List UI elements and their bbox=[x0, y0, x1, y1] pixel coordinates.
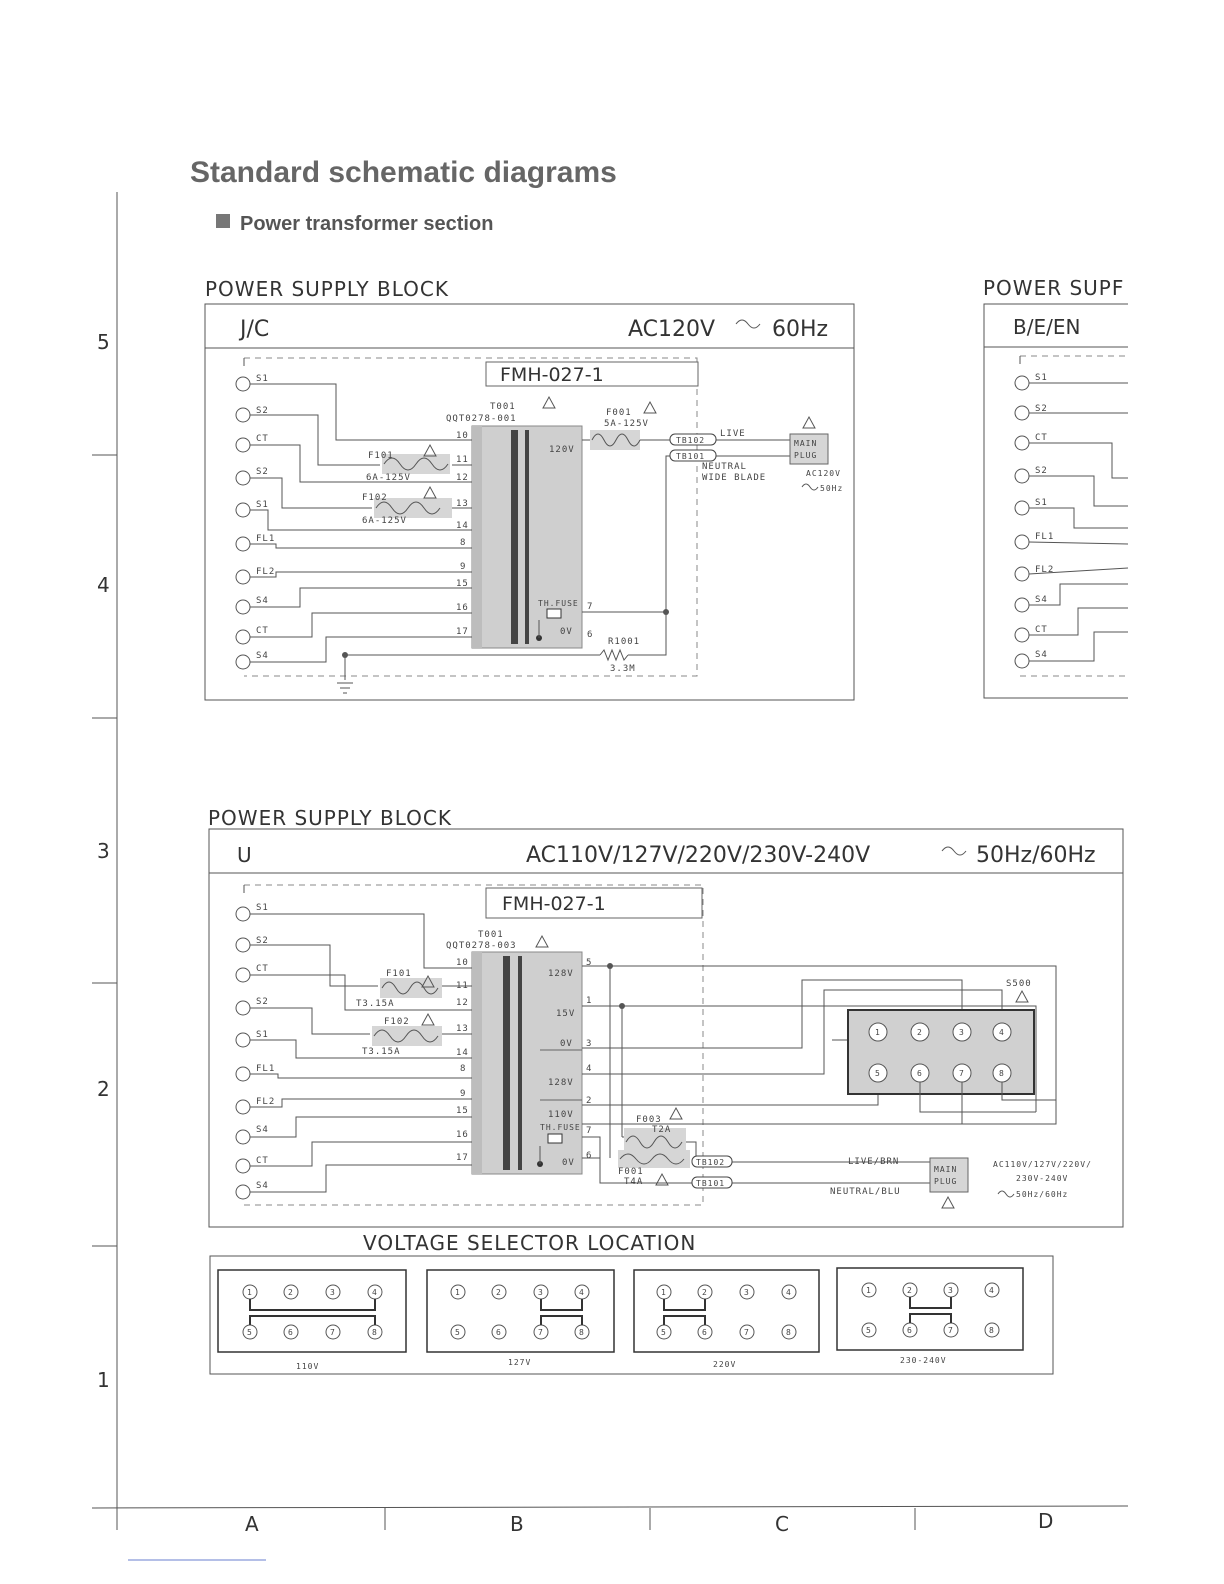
plug-rating: 230V-240V bbox=[1016, 1174, 1069, 1183]
fuse-ref: F101 bbox=[368, 451, 394, 461]
selector-pin: 8 bbox=[999, 1069, 1005, 1078]
block-bee-region: B/E/EN bbox=[1013, 315, 1081, 339]
selector-pin: 8 bbox=[989, 1326, 995, 1335]
block-jc-board: FMH-027-1 bbox=[500, 364, 604, 386]
power-supply-block-u bbox=[208, 806, 1123, 1227]
selector-panel-230-240v bbox=[837, 1268, 1023, 1365]
pin-label: 17 bbox=[456, 1153, 469, 1163]
selector-pin: 7 bbox=[744, 1328, 750, 1337]
terminal-label: FL2 bbox=[1035, 565, 1055, 575]
caution-icon bbox=[1016, 991, 1028, 1002]
block-u-board: FMH-027-1 bbox=[502, 893, 606, 915]
pin-label: 7 bbox=[587, 602, 594, 612]
selector-pin: 8 bbox=[372, 1328, 378, 1337]
block-u-heading: POWER SUPPLY BLOCK bbox=[208, 806, 452, 830]
block-u-fuse-f101 bbox=[356, 969, 442, 1009]
tb101-label: TB101 bbox=[676, 452, 706, 461]
pin-label: 15 bbox=[456, 1106, 469, 1116]
selector-pin: 5 bbox=[247, 1328, 253, 1337]
pin-label: 14 bbox=[456, 1048, 469, 1058]
terminal-label: S2 bbox=[1035, 466, 1048, 476]
tap-0v: 0V bbox=[560, 627, 573, 637]
section-title: Power transformer section bbox=[240, 213, 494, 235]
selector-pin: 2 bbox=[496, 1288, 502, 1297]
pin-label: 12 bbox=[456, 998, 469, 1008]
selector-pin: 3 bbox=[744, 1288, 750, 1297]
selector-pin: 2 bbox=[702, 1288, 708, 1297]
column-marker-a: A bbox=[245, 1512, 259, 1536]
caution-icon bbox=[670, 1108, 682, 1119]
selector-pin: 6 bbox=[917, 1069, 923, 1078]
fuse-rating: 6A-125V bbox=[366, 473, 411, 483]
fuse-rating: T3.15A bbox=[356, 999, 395, 1009]
pin-label: 8 bbox=[460, 538, 467, 548]
selector-panel-127v bbox=[427, 1270, 614, 1367]
fuse-ref: F102 bbox=[384, 1017, 410, 1027]
resistor-value: 3.3M bbox=[610, 664, 636, 674]
selector-pin: 1 bbox=[455, 1288, 461, 1297]
pin-label: 12 bbox=[456, 473, 469, 483]
row-marker-3: 3 bbox=[97, 839, 110, 863]
selector-pin: 7 bbox=[959, 1069, 965, 1078]
transformer-ref: T001 bbox=[478, 930, 504, 940]
terminal-label: S2 bbox=[256, 936, 269, 946]
ground-icon bbox=[337, 683, 353, 693]
row-marker-1: 1 bbox=[97, 1368, 110, 1392]
resistor-ref: R1001 bbox=[608, 637, 641, 647]
block-u-frequency: 50Hz/60Hz bbox=[976, 843, 1096, 868]
fuse-rating: T2A bbox=[652, 1125, 672, 1135]
pin-label: 15 bbox=[456, 579, 469, 589]
selector-pin: 1 bbox=[875, 1028, 881, 1037]
block-jc-rating: AC120V bbox=[628, 317, 716, 342]
pin-label: 11 bbox=[456, 981, 469, 991]
block-jc-frequency: 60Hz bbox=[772, 317, 829, 342]
fuse-rating: T4A bbox=[624, 1177, 644, 1187]
voltage-selector-heading: VOLTAGE SELECTOR LOCATION bbox=[363, 1231, 697, 1255]
terminal-label: S4 bbox=[256, 1181, 269, 1191]
selector-pin: 1 bbox=[866, 1286, 872, 1295]
pin-label: 13 bbox=[456, 1024, 469, 1034]
block-jc-region: J/C bbox=[240, 317, 270, 342]
section-bullet-icon bbox=[216, 214, 230, 228]
neutral-label: NEUTRAL bbox=[702, 462, 747, 472]
ac-wave-icon bbox=[998, 1191, 1014, 1197]
fuse-ref: F003 bbox=[636, 1115, 662, 1125]
selector-pin: 3 bbox=[330, 1288, 336, 1297]
selector-pin: 3 bbox=[959, 1028, 965, 1037]
transformer-part: QQT0278-003 bbox=[446, 941, 517, 951]
ac-wave-icon bbox=[802, 484, 818, 490]
terminal-label: S4 bbox=[256, 651, 269, 661]
live-label: LIVE bbox=[720, 429, 746, 439]
selector-pin: 2 bbox=[907, 1286, 913, 1295]
ac-wave-icon bbox=[942, 847, 966, 855]
pin-label: 17 bbox=[456, 627, 469, 637]
selector-pin: 6 bbox=[907, 1326, 913, 1335]
ac-wave-icon bbox=[736, 320, 760, 328]
pin-label: 14 bbox=[456, 521, 469, 531]
plug-rating: AC120V bbox=[806, 469, 841, 478]
terminal-label: S2 bbox=[1035, 404, 1048, 414]
selector-pin: 4 bbox=[999, 1028, 1005, 1037]
plug-rating: AC110V/127V/220V/ bbox=[993, 1160, 1092, 1169]
fuse-rating: T3.15A bbox=[362, 1047, 401, 1057]
tb102-label: TB102 bbox=[676, 436, 706, 445]
selector-pin: 3 bbox=[538, 1288, 544, 1297]
terminal-label: CT bbox=[256, 964, 269, 974]
tap-120v: 120V bbox=[549, 445, 575, 455]
column-marker-c: C bbox=[775, 1512, 789, 1536]
terminal-label: CT bbox=[256, 1156, 269, 1166]
selector-ref: S500 bbox=[1006, 979, 1032, 989]
terminal-label: FL1 bbox=[256, 534, 276, 544]
transformer-part: QQT0278-001 bbox=[446, 414, 517, 424]
row-marker-2: 2 bbox=[97, 1077, 110, 1101]
pin-label: 1 bbox=[586, 996, 593, 1006]
caution-icon bbox=[543, 397, 555, 408]
pin-label: 6 bbox=[587, 630, 594, 640]
selector-pin: 6 bbox=[288, 1328, 294, 1337]
pin-label: 13 bbox=[456, 499, 469, 509]
block-bee-heading: POWER SUPF bbox=[983, 276, 1125, 300]
selector-pin: 5 bbox=[866, 1326, 872, 1335]
block-jc-heading: POWER SUPPLY BLOCK bbox=[205, 277, 449, 301]
caution-icon bbox=[536, 936, 548, 947]
resistor-icon bbox=[600, 650, 628, 660]
power-supply-block-jc bbox=[205, 277, 854, 700]
terminal-label: FL1 bbox=[1035, 532, 1055, 542]
selector-pin: 5 bbox=[661, 1328, 667, 1337]
block-u-rating: AC110V/127V/220V/230V-240V bbox=[526, 843, 871, 868]
terminal-label: S4 bbox=[1035, 650, 1048, 660]
terminal-label: CT bbox=[256, 434, 269, 444]
terminal-label: S4 bbox=[1035, 595, 1048, 605]
terminal-label: S2 bbox=[256, 997, 269, 1007]
row-marker-4: 4 bbox=[97, 573, 110, 597]
wide-blade-label: WIDE BLADE bbox=[702, 473, 767, 483]
block-u-selector-s500 bbox=[848, 979, 1056, 1124]
terminal-label: S1 bbox=[256, 903, 269, 913]
pin-label: 9 bbox=[460, 562, 467, 572]
fuse-ref: F001 bbox=[618, 1167, 644, 1177]
terminal-label: S4 bbox=[256, 596, 269, 606]
selector-panel-110v bbox=[218, 1270, 406, 1371]
terminal-label: S1 bbox=[256, 500, 269, 510]
tb101-label: TB101 bbox=[696, 1179, 726, 1188]
fuse-ref: F101 bbox=[386, 969, 412, 979]
block-jc-terminals bbox=[236, 374, 275, 669]
selector-pin: 1 bbox=[247, 1288, 253, 1297]
terminal-label: S1 bbox=[1035, 498, 1048, 508]
block-bee-terminals bbox=[1015, 373, 1054, 668]
selector-pin: 4 bbox=[372, 1288, 378, 1297]
main-plug-label: PLUG bbox=[794, 451, 818, 460]
column-marker-d: D bbox=[1038, 1509, 1054, 1533]
block-jc-fuse-f001 bbox=[590, 402, 656, 450]
terminal-label: S2 bbox=[256, 406, 269, 416]
tap-label: 0V bbox=[562, 1158, 575, 1168]
neutral-label: NEUTRAL/BLU bbox=[830, 1187, 901, 1197]
block-u-fuse-f102 bbox=[362, 1014, 442, 1057]
plug-frequency: 50Hz bbox=[820, 484, 844, 493]
terminal-label: CT bbox=[1035, 433, 1048, 443]
block-u-fuse-f003 bbox=[624, 1108, 686, 1154]
terminal-label: S4 bbox=[256, 1125, 269, 1135]
selector-panel-label: 110V bbox=[296, 1362, 320, 1371]
selector-pin: 8 bbox=[579, 1328, 585, 1337]
block-u-fuse-f001 bbox=[618, 1150, 690, 1187]
pin-label: 2 bbox=[586, 1096, 593, 1106]
terminal-label: CT bbox=[1035, 625, 1048, 635]
selector-pin: 6 bbox=[702, 1328, 708, 1337]
selector-panel-label: 127V bbox=[508, 1358, 532, 1367]
page-frame bbox=[92, 192, 1128, 1560]
selector-pin: 1 bbox=[661, 1288, 667, 1297]
voltage-selector-location bbox=[210, 1231, 1053, 1374]
pin-label: 8 bbox=[460, 1064, 467, 1074]
selector-pin: 5 bbox=[875, 1069, 881, 1078]
selector-pin: 4 bbox=[786, 1288, 792, 1297]
caution-icon bbox=[644, 402, 656, 413]
selector-pin: 7 bbox=[948, 1326, 954, 1335]
terminal-label: S2 bbox=[256, 467, 269, 477]
pin-label: 11 bbox=[456, 455, 469, 465]
main-plug-label: PLUG bbox=[934, 1177, 958, 1186]
selector-pin: 3 bbox=[948, 1286, 954, 1295]
block-jc-fuse-f101 bbox=[366, 445, 450, 483]
selector-panel-label: 230-240V bbox=[900, 1356, 947, 1365]
column-marker-b: B bbox=[510, 1512, 524, 1536]
terminal-label: S1 bbox=[256, 374, 269, 384]
selector-panel-220v bbox=[634, 1270, 819, 1369]
tap-label: 0V bbox=[560, 1039, 573, 1049]
caution-icon bbox=[942, 1197, 954, 1208]
pin-label: 6 bbox=[586, 1151, 593, 1161]
tb102-label: TB102 bbox=[696, 1158, 726, 1167]
fuse-rating: 6A-125V bbox=[362, 516, 407, 526]
pin-label: 5 bbox=[586, 958, 593, 968]
terminal-label: S1 bbox=[256, 1030, 269, 1040]
tap-label: 128V bbox=[548, 1078, 574, 1088]
selector-panel-label: 220V bbox=[713, 1360, 737, 1369]
selector-pin: 2 bbox=[288, 1288, 294, 1297]
selector-pin: 4 bbox=[579, 1288, 585, 1297]
terminal-label: FL2 bbox=[256, 1097, 276, 1107]
live-label: LIVE/BRN bbox=[848, 1157, 900, 1167]
pin-label: 10 bbox=[456, 431, 469, 441]
block-u-terminals bbox=[236, 903, 275, 1199]
main-plug-label: MAIN bbox=[794, 439, 818, 448]
pin-label: 4 bbox=[586, 1064, 593, 1074]
main-plug-label: MAIN bbox=[934, 1165, 958, 1174]
tap-label: 128V bbox=[548, 969, 574, 979]
pin-label: 10 bbox=[456, 958, 469, 968]
selector-pin: 7 bbox=[330, 1328, 336, 1337]
block-u-region: U bbox=[237, 843, 252, 867]
fuse-ref: F001 bbox=[606, 408, 632, 418]
selector-pin: 4 bbox=[989, 1286, 995, 1295]
terminal-label: FL2 bbox=[256, 567, 276, 577]
fuse-rating: 5A-125V bbox=[604, 419, 649, 429]
selector-pin: 5 bbox=[455, 1328, 461, 1337]
page-title: Standard schematic diagrams bbox=[190, 156, 617, 189]
selector-pin: 8 bbox=[786, 1328, 792, 1337]
terminal-label: FL1 bbox=[256, 1064, 276, 1074]
tap-label: 15V bbox=[556, 1009, 576, 1019]
row-marker-5: 5 bbox=[97, 330, 110, 354]
selector-pin: 2 bbox=[917, 1028, 923, 1037]
caution-icon bbox=[422, 1014, 434, 1025]
thermal-fuse-label: TH.FUSE bbox=[538, 599, 579, 608]
terminal-label: CT bbox=[256, 626, 269, 636]
selector-pin: 6 bbox=[496, 1328, 502, 1337]
pin-label: 16 bbox=[456, 603, 469, 613]
power-supply-block-bee bbox=[983, 276, 1128, 698]
pin-label: 16 bbox=[456, 1130, 469, 1140]
pin-label: 7 bbox=[586, 1126, 593, 1136]
caution-icon bbox=[424, 487, 436, 498]
plug-frequency: 50Hz/60Hz bbox=[1016, 1190, 1069, 1199]
terminal-label: S1 bbox=[1035, 373, 1048, 383]
pin-label: 9 bbox=[460, 1089, 467, 1099]
block-jc-fuse-f102 bbox=[362, 487, 452, 526]
thermal-fuse-label: TH.FUSE bbox=[540, 1123, 581, 1132]
selector-pin: 7 bbox=[538, 1328, 544, 1337]
tap-label: 110V bbox=[548, 1110, 574, 1120]
transformer-ref: T001 bbox=[490, 402, 516, 412]
pin-label: 3 bbox=[586, 1039, 593, 1049]
caution-icon bbox=[803, 417, 815, 428]
fuse-ref: F102 bbox=[362, 493, 388, 503]
